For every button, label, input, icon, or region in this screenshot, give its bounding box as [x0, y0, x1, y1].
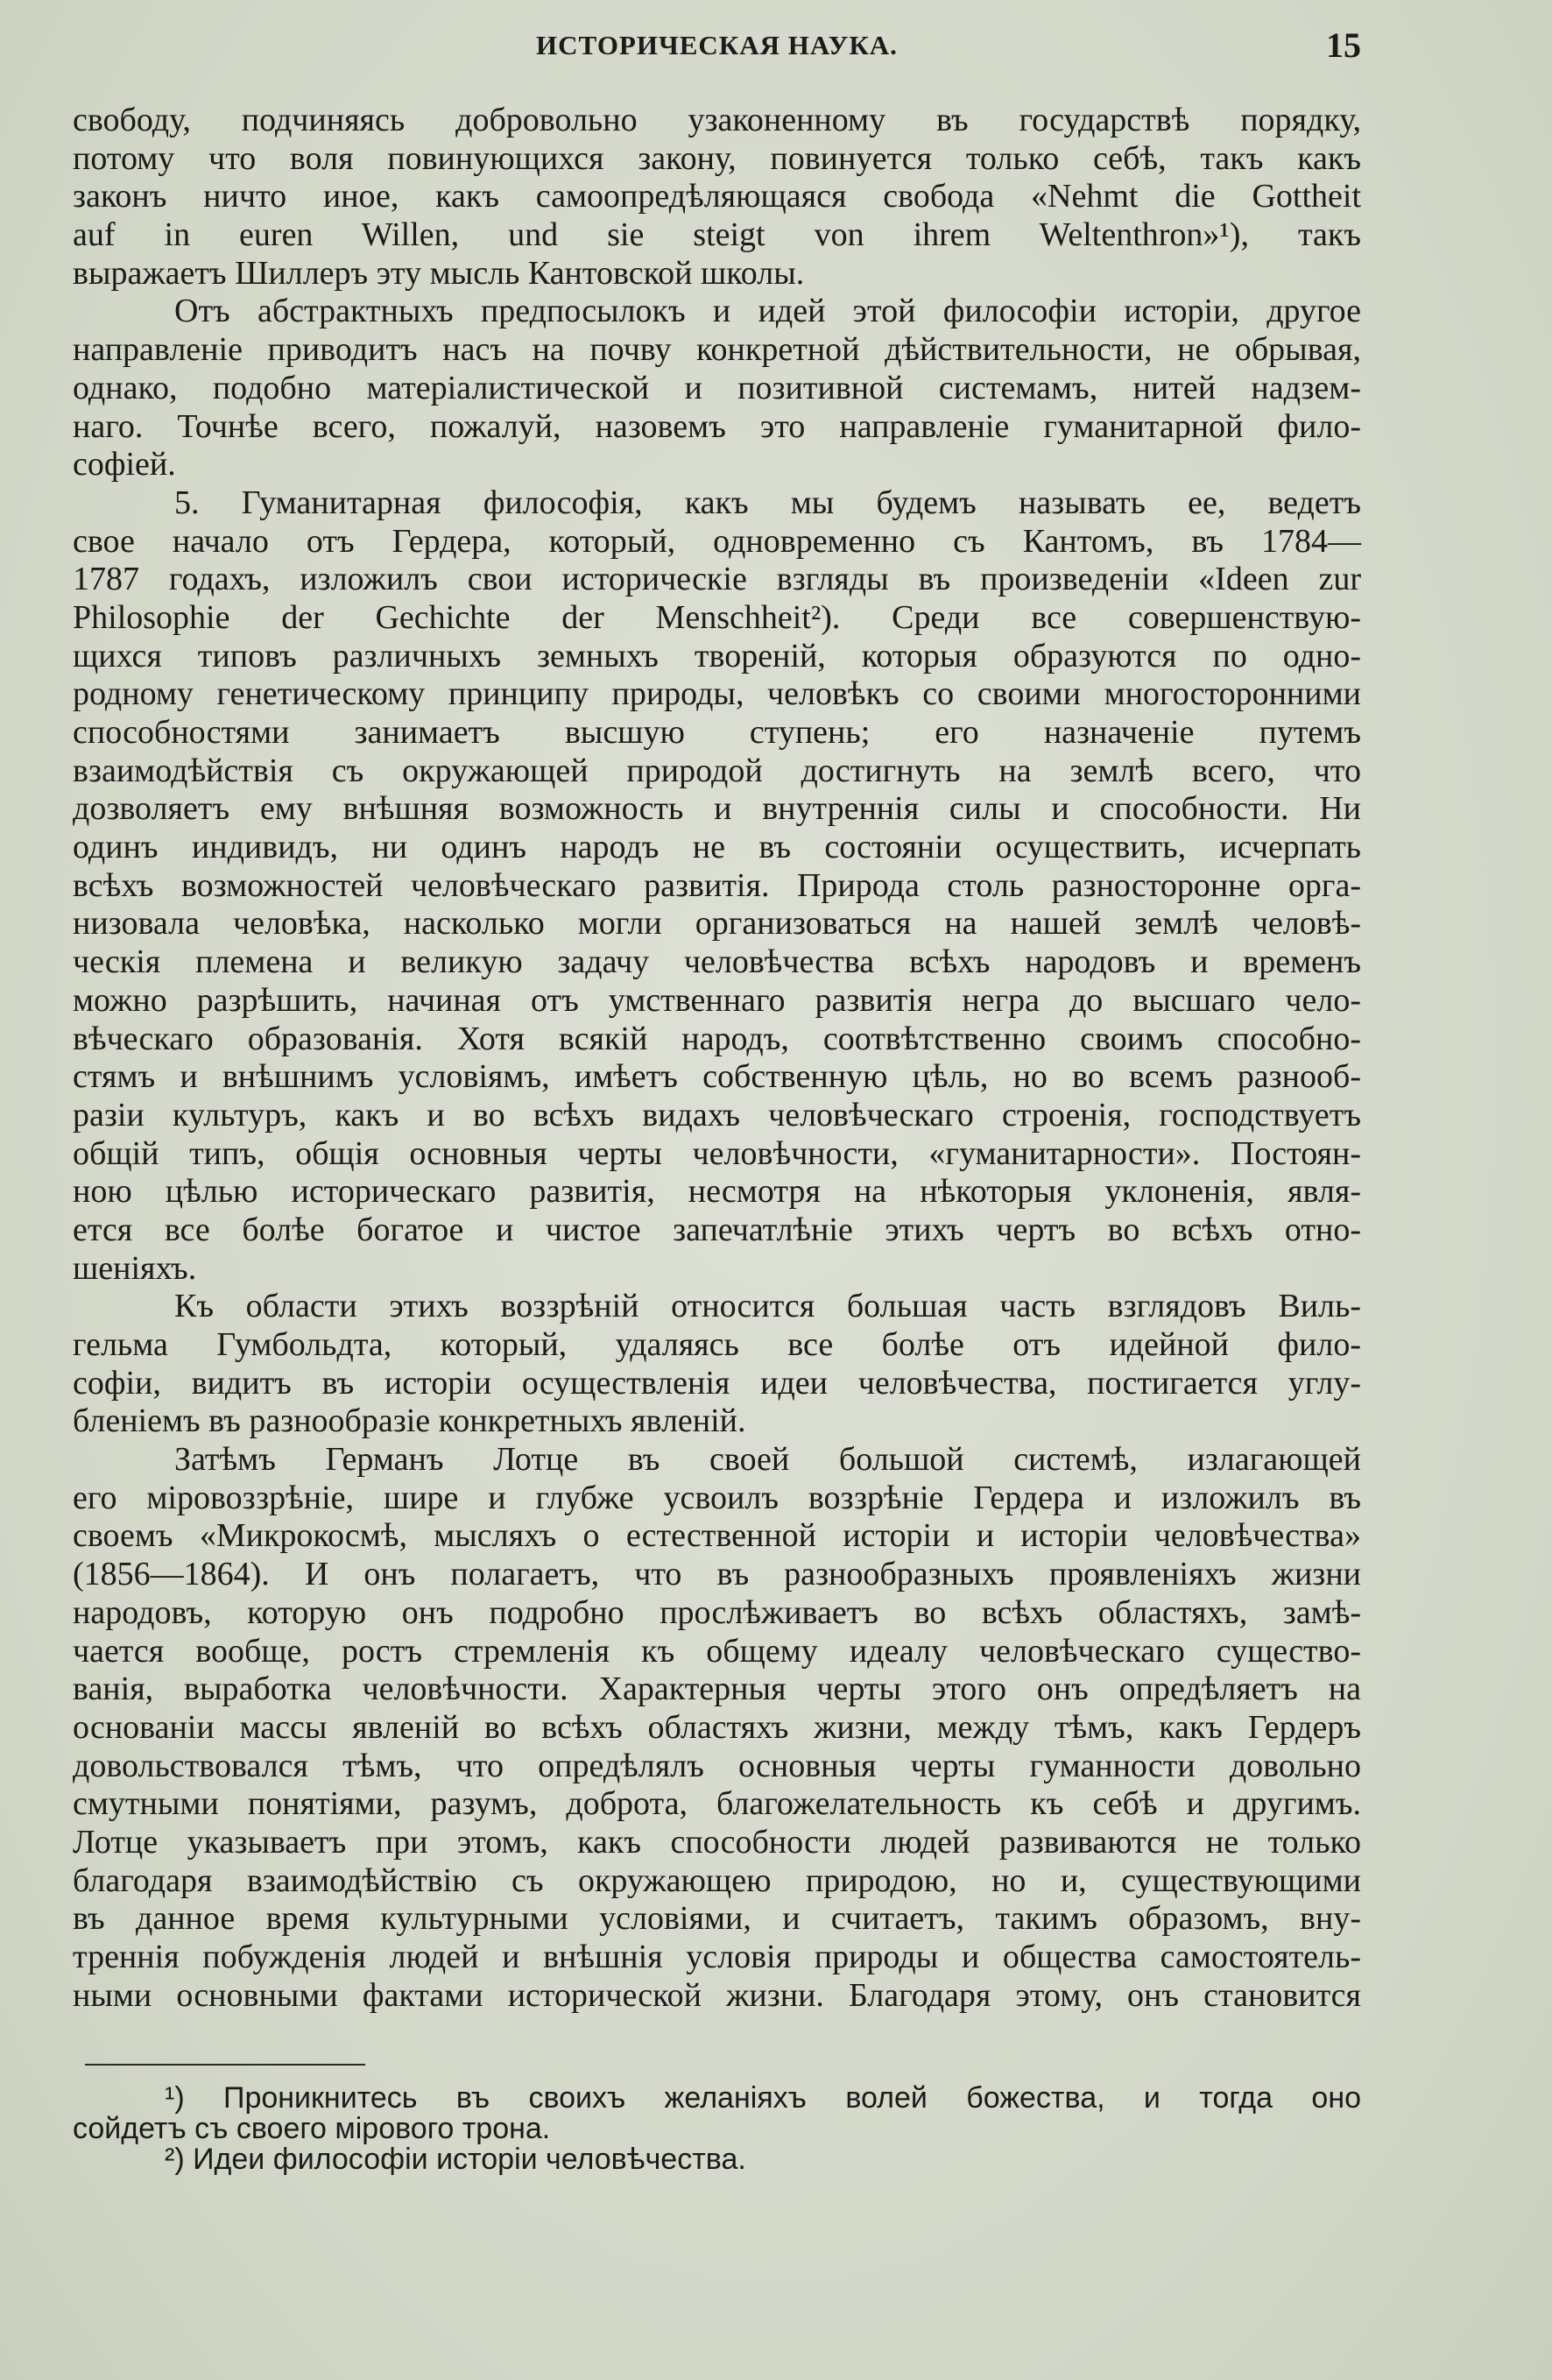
text-line: Къ области этихъ воззрѣній относится большая часть взглядовъ Виль-	[174, 1288, 1361, 1325]
running-title: ИСТОРИЧЕСКАЯ НАУКА.	[536, 30, 898, 60]
text-line: народовъ, которую онъ подробно прослѣживаетъ во всѣхъ областяхъ, замѣ-	[73, 1593, 1361, 1631]
text-line: Отъ абстрактныхъ предпосылокъ и идей этой философіи исторіи, другое	[174, 293, 1361, 330]
paragraph	[73, 1288, 1361, 1441]
text-line: низовала человѣка, насколько могли организоваться на нашей землѣ человѣ-	[73, 905, 1361, 943]
text-line: треннія побужденія людей и внѣшнія условія природы и общества самостоятель-	[73, 1939, 1361, 1975]
text-line: бленіемъ въ разнообразіе конкретныхъ явленій.	[73, 1402, 746, 1440]
footnote-line: ¹) Проникнитесь въ своихъ желаніяхъ волей божества, и тогда оно	[165, 2081, 1361, 2115]
text-line: способностями занимаетъ высшую ступень; его назначеніе путемъ	[73, 714, 1361, 751]
text-line: ными основными фактами исторической жизни. Благодаря этому, онъ становится	[73, 1976, 1361, 2014]
text-line: (1856—1864). И онъ полагаетъ, что въ разнообразныхъ проявленіяхъ жизни	[73, 1556, 1361, 1593]
paragraph	[73, 102, 1361, 293]
text-line: стямъ и внѣшнимъ условіямъ, имѣетъ собственную цѣль, но во всемъ разнооб-	[73, 1058, 1361, 1096]
text-line: его міровоззрѣніе, шире и глубже усвоилъ воззрѣніе Гердера и изложилъ въ	[73, 1479, 1361, 1516]
page-header	[73, 25, 1361, 68]
footnote-line: сойдетъ съ своего мірового трона.	[73, 2112, 551, 2145]
text-line: щихся типовъ различныхъ земныхъ твореній, которыя образуются по одно-	[73, 637, 1361, 674]
text-line: шеніяхъ.	[73, 1249, 197, 1287]
text-line: взаимодѣйствія съ окружающей природой достигнуть на землѣ всего, что	[73, 752, 1361, 789]
text-line: Лотце указываетъ при этомъ, какъ способности людей развиваются не только	[73, 1823, 1361, 1861]
text-line: 1787 годахъ, изложилъ свои историческіе взгляды въ произведеніи «Ideen zur	[73, 561, 1361, 598]
text-line: направленіе приводитъ насъ на почву конкретной дѣйствительности, не обрывая,	[73, 331, 1361, 369]
text-line: разіи культуръ, какъ и во всѣхъ видахъ человѣческаго строенія, господствуетъ	[73, 1096, 1361, 1134]
text-line: 5. Гуманитарная философія, какъ мы будемъ называть ее, ведетъ	[174, 484, 1361, 521]
text-line: родному генетическому принципу природы, человѣкъ со своими многосторонними	[73, 675, 1361, 713]
text-line: однако, подобно матеріалистической и позитивной системамъ, нитей надзем-	[73, 369, 1361, 406]
text-line: выражаетъ Шиллеръ эту мысль Кантовской школы.	[73, 254, 805, 292]
paragraph	[73, 293, 1361, 484]
text-line: благодаря взаимодѣйствію съ окружающею природою, но и, существующими	[73, 1861, 1361, 1899]
text-line: одинъ индивидъ, ни одинъ народъ не въ состояніи осуществить, исчерпать	[73, 829, 1361, 866]
text-line: софіи, видитъ въ исторіи осуществленія идеи человѣчества, постигается углу-	[73, 1364, 1361, 1402]
text-line: свое начало отъ Гердера, который, одновременно съ Кантомъ, въ 1784—	[73, 522, 1361, 560]
text-line: свободу, подчиняясь добровольно узаконенному въ государствѣ порядку,	[73, 102, 1361, 138]
text-line: ною цѣлью историческаго развитія, несмотря на нѣкоторыя уклоненія, явля-	[73, 1173, 1361, 1211]
text-line: своемъ «Микрокосмѣ, мысляхъ о естественной исторіи и исторіи человѣчества»	[73, 1517, 1361, 1555]
text-line: потому что воля повинующихся закону, повинуется только себѣ, такъ какъ	[73, 139, 1361, 177]
text-line: Philosophie der Gechichte der Menschheit²). Среди все совершенствую-	[73, 598, 1361, 636]
text-line: ванія, выработка человѣчности. Характерныя черты этого онъ опредѣляетъ на	[73, 1670, 1361, 1708]
text-line: ется все болѣе богатое и чистое запечатлѣніе этихъ чертъ во всѣхъ отно-	[73, 1211, 1361, 1248]
body-text	[73, 102, 1361, 2015]
text-line: ческія племена и великую задачу человѣчества всѣхъ народовъ и временъ	[73, 943, 1361, 981]
footnotes	[73, 2083, 1361, 2175]
text-line: auf in euren Willen, und sie steigt von ihrem Weltenthron»¹), такъ	[73, 216, 1361, 254]
text-line: законъ ничто иное, какъ самоопредѣляющаяся свобода «Nehmt die Gottheit	[73, 178, 1361, 215]
text-line: Затѣмъ Германъ Лотце въ своей большой системѣ, излагающей	[174, 1441, 1361, 1479]
paragraph	[73, 484, 1361, 1288]
text-line: вѣческаго образованія. Хотя всякій народъ, соотвѣтственно своимъ способно-	[73, 1020, 1361, 1057]
paragraph	[73, 1441, 1361, 2015]
text-line: общій типъ, общія основныя черты человѣчности, «гуманитарности». Постоян-	[73, 1134, 1361, 1172]
text-line: чается вообще, ростъ стремленія къ общему идеалу человѣческаго существо-	[73, 1632, 1361, 1670]
footnote	[73, 2083, 1361, 2144]
text-line: основаніи массы явленій во всѣхъ областяхъ жизни, между тѣмъ, какъ Гердеръ	[73, 1708, 1361, 1746]
text-line: смутными понятіями, разумъ, доброта, благожелательность къ себѣ и другимъ.	[73, 1785, 1361, 1823]
text-line: гельма Гумбольдта, который, удаляясь все болѣе отъ идейной фило-	[73, 1326, 1361, 1363]
text-line: дозволяетъ ему внѣшняя возможность и внутреннія силы и способности. Ни	[73, 790, 1361, 828]
text-line: наго. Точнѣе всего, пожалуй, назовемъ это направленіе гуманитарной фило-	[73, 407, 1361, 445]
page-number: 15	[1326, 25, 1361, 65]
text-line: въ данное время культурными условіями, и считаетъ, такимъ образомъ, вну-	[73, 1900, 1361, 1938]
footnote-line: ²) Идеи философіи исторіи человѣчества.	[165, 2143, 746, 2176]
text-line: софіей.	[73, 446, 176, 484]
text-line: всѣхъ возможностей человѣческаго развитія. Природа столь разносторонне орга-	[73, 866, 1361, 904]
text-line: довольствовался тѣмъ, что опредѣлялъ основныя черты гуманности довольно	[73, 1747, 1361, 1784]
footnote-divider	[85, 2064, 365, 2066]
footnote	[73, 2144, 1361, 2175]
text-line: можно разрѣшить, начиная отъ умственнаго развитія негра до высшаго чело-	[73, 981, 1361, 1019]
